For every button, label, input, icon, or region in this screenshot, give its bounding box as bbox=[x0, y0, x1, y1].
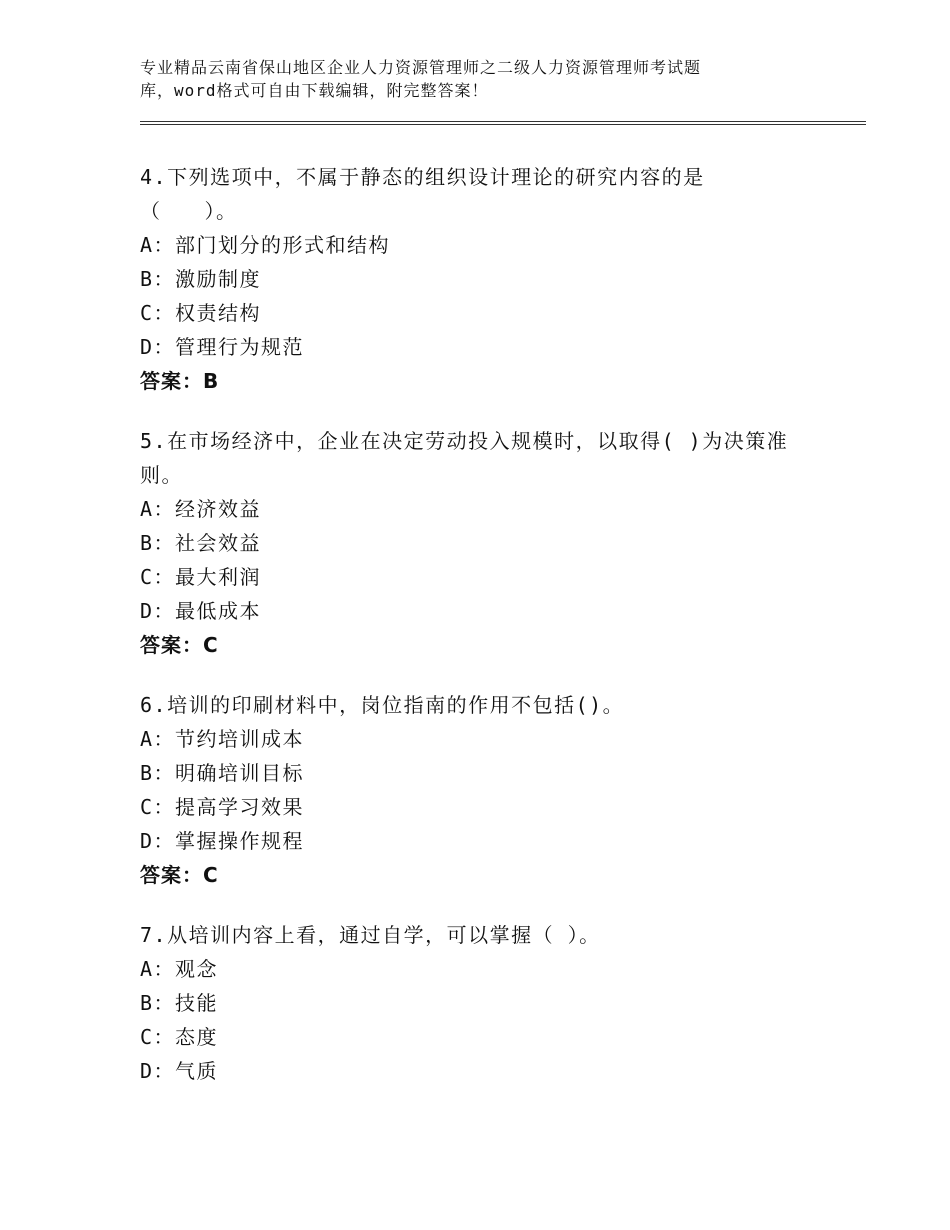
question-6 bbox=[140, 688, 840, 892]
question-stem: 5.在市场经济中，企业在决定劳动投入规模时，以取得( )为决策准 bbox=[140, 429, 789, 453]
option-d: D：管理行为规范 bbox=[140, 335, 305, 359]
option-a: A：经济效益 bbox=[140, 497, 262, 521]
option-d: D：掌握操作规程 bbox=[140, 829, 305, 853]
answer: 答案：B bbox=[140, 369, 220, 393]
answer: 答案：C bbox=[140, 863, 219, 887]
question-4 bbox=[140, 160, 840, 398]
option-b: B：明确培训目标 bbox=[140, 761, 305, 785]
question-stem-continued: （ ）。 bbox=[140, 199, 238, 223]
option-b: B：技能 bbox=[140, 991, 219, 1015]
option-a: A：观念 bbox=[140, 957, 219, 981]
header-divider bbox=[140, 121, 866, 125]
question-stem: 6.培训的印刷材料中，岗位指南的作用不包括()。 bbox=[140, 693, 625, 717]
option-b: B：社会效益 bbox=[140, 531, 262, 555]
question-stem: 7.从培训内容上看，通过自学，可以掌握（ ）。 bbox=[140, 923, 601, 947]
answer: 答案：C bbox=[140, 633, 219, 657]
option-a: A：节约培训成本 bbox=[140, 727, 305, 751]
option-d: D：最低成本 bbox=[140, 599, 262, 623]
question-stem-continued: 则。 bbox=[140, 463, 183, 487]
option-c: C：提高学习效果 bbox=[140, 795, 305, 819]
question-5 bbox=[140, 424, 840, 662]
option-c: C：最大利润 bbox=[140, 565, 262, 589]
question-stem: 4.下列选项中，不属于静态的组织设计理论的研究内容的是 bbox=[140, 165, 705, 189]
header-line-1: 专业精品云南省保山地区企业人力资源管理师之二级人力资源管理师考试题 bbox=[140, 58, 702, 77]
option-c: C：态度 bbox=[140, 1025, 219, 1049]
question-list bbox=[140, 160, 840, 1114]
option-c: C：权责结构 bbox=[140, 301, 262, 325]
header-line-2: 库，word格式可自由下载编辑，附完整答案！ bbox=[140, 81, 489, 100]
option-a: A：部门划分的形式和结构 bbox=[140, 233, 391, 257]
option-d: D：气质 bbox=[140, 1059, 219, 1083]
question-7 bbox=[140, 918, 840, 1088]
option-b: B：激励制度 bbox=[140, 267, 262, 291]
document-header bbox=[140, 56, 840, 102]
